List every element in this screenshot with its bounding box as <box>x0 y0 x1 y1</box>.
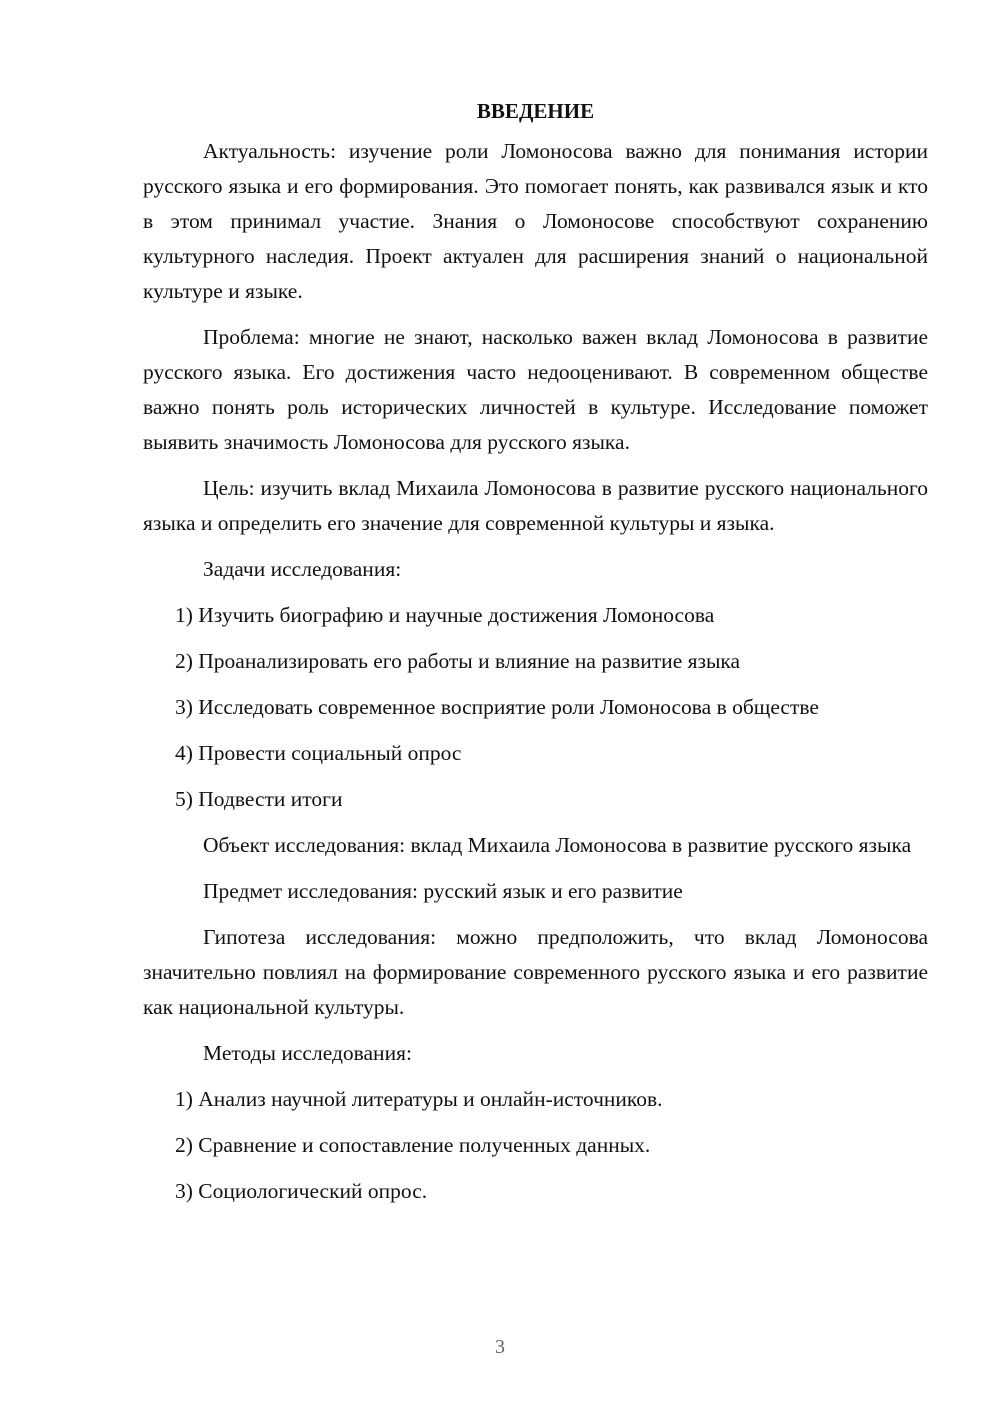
methods-list <box>143 1082 928 1209</box>
page-number: 3 <box>495 1336 505 1358</box>
page-title: ВВЕДЕНИЕ <box>476 99 595 123</box>
goal-paragraph: Цель: изучить вклад Михаила Ломоносова в развитие русского национального языка и определить его значение для современной культуры и языка. <box>143 476 928 535</box>
list-item: 3) Социологический опрос. <box>175 1179 428 1203</box>
relevance-paragraph: Актуальность: изучение роли Ломоносова важно для понимания истории русского языка и его формирования. Это помогает понять, как развивался язык и кто в этом принимал участие. Знания о Ломоносове способствуют сохранению культурного наследия. Проект актуален для расширения знаний о национальной культуре и языке. <box>143 139 928 303</box>
subject-paragraph: Предмет исследования: русский язык и его развитие <box>203 879 683 903</box>
tasks-list <box>143 598 928 817</box>
problem-paragraph: Проблема: многие не знают, насколько важен вклад Ломоносова в развитие русского языка. Его достижения часто недооценивают. В современном обществе важно понять роль исторических личностей в культуре. Исследование поможет выявить значимость Ломоносова для русского языка. <box>143 325 928 454</box>
list-item: 2) Проанализировать его работы и влияние на развитие языка <box>175 649 741 673</box>
tasks-heading: Задачи исследования: <box>203 557 402 581</box>
list-item: 1) Анализ научной литературы и онлайн-источников. <box>175 1087 663 1111</box>
list-item: 2) Сравнение и сопоставление полученных данных. <box>175 1133 651 1157</box>
object-paragraph: Объект исследования: вклад Михаила Ломоносова в развитие русского языка <box>203 833 912 857</box>
list-item: 1) Изучить биографию и научные достижения Ломоносова <box>175 603 715 627</box>
list-item: 3) Исследовать современное восприятие роли Ломоносова в обществе <box>175 695 819 719</box>
list-item: 4) Провести социальный опрос <box>175 741 462 765</box>
hypothesis-paragraph: Гипотеза исследования: можно предположить, что вклад Ломоносова значительно повлиял на формирование современного русского языка и его развитие как национальной культуры. <box>143 925 928 1019</box>
list-item: 5) Подвести итоги <box>175 787 343 811</box>
methods-heading: Методы исследования: <box>203 1041 412 1065</box>
